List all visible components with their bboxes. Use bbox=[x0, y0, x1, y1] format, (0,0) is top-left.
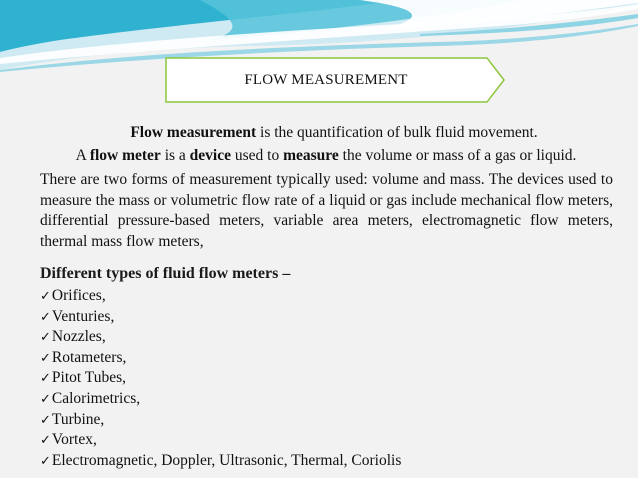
list-item-label: Turbine, bbox=[51, 410, 105, 428]
checkmark-icon: ✓ bbox=[40, 309, 51, 325]
list-item-label: Vortex, bbox=[51, 431, 97, 449]
list-item bbox=[40, 307, 401, 328]
checkmark-icon: ✓ bbox=[40, 371, 51, 387]
list-item-label: Orifices, bbox=[51, 287, 106, 304]
list-item-label: Nozzles, bbox=[51, 328, 106, 346]
list-item bbox=[40, 410, 401, 431]
list-item bbox=[40, 348, 401, 369]
list-item bbox=[40, 389, 401, 410]
checkmark-icon: ✓ bbox=[40, 289, 51, 304]
list-item-label: Venturies, bbox=[51, 307, 115, 325]
flow-meter-list bbox=[40, 286, 401, 471]
checkmark-icon: ✓ bbox=[40, 330, 51, 346]
intro-line-2: A flow meter is a device used to measure the volume or mass of a gas or liquid. bbox=[75, 147, 577, 164]
measurement-paragraph: There are two forms of measurement typically used: volume and mass. The devices used to measure the mass or volumetric flow rate of a liquid or gas include mechanical flow meters, differential pressure-based meters, variable area meters, electromagnetic flow meters, thermal mass flow meters, bbox=[40, 171, 613, 250]
checkmark-icon: ✓ bbox=[40, 391, 51, 407]
intro-line-1: Flow measurement is the quantification of bulk fluid movement. bbox=[130, 124, 538, 141]
list-item bbox=[40, 430, 401, 451]
checkmark-icon: ✓ bbox=[40, 412, 51, 428]
list-item bbox=[40, 327, 401, 348]
slide-title: FLOW MEASUREMENT bbox=[244, 71, 408, 88]
list-item-label: Electromagnetic, Doppler, Ultrasonic, Thermal, Coriolis bbox=[51, 451, 402, 469]
list-item-label: Pitot Tubes, bbox=[51, 369, 127, 387]
title-box bbox=[165, 57, 505, 103]
intro-text bbox=[40, 121, 612, 167]
list-item-label: Rotameters, bbox=[51, 348, 127, 366]
list-item bbox=[40, 286, 401, 307]
checkmark-icon: ✓ bbox=[40, 433, 51, 449]
list-item bbox=[40, 451, 401, 472]
list-item-label: Calorimetrics, bbox=[51, 389, 141, 407]
checkmark-icon: ✓ bbox=[40, 350, 51, 366]
checkmark-icon: ✓ bbox=[40, 453, 51, 469]
flow-meters-heading: Different types of fluid flow meters – bbox=[40, 265, 291, 282]
list-item bbox=[40, 368, 401, 389]
